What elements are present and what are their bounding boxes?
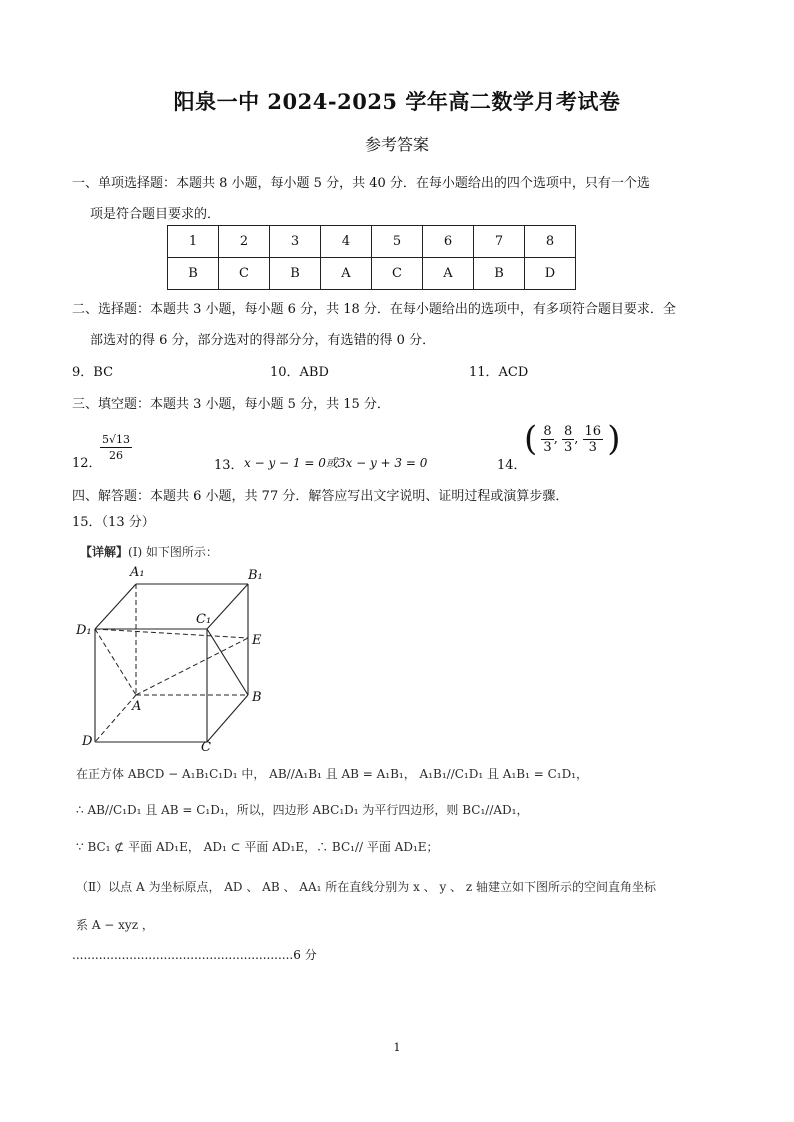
- segment-c1-b: [207, 629, 248, 695]
- answer-cell: D: [525, 258, 576, 290]
- q14-den3: 3: [588, 439, 597, 455]
- q14-num1: 8: [543, 423, 552, 439]
- label-c1: C₁: [196, 612, 212, 627]
- edge-d1-a1: [95, 584, 136, 629]
- q14-answer: [524, 419, 621, 459]
- comma: ,: [553, 431, 558, 447]
- answer-q9: 9．BC: [72, 365, 114, 380]
- label-d: D: [82, 734, 93, 749]
- q12-numerator: 5√13: [102, 433, 131, 446]
- q15-header: 15．（13 分）: [72, 515, 155, 530]
- question-number-cell: 4: [321, 226, 372, 258]
- page-number: 1: [393, 1041, 401, 1054]
- question-number-cell: 2: [219, 226, 270, 258]
- comma: ,: [574, 431, 579, 447]
- answer-cell: A: [423, 258, 474, 290]
- q12-denominator: 26: [109, 449, 123, 462]
- detail-label: 【详解】: [80, 545, 129, 559]
- detail-heading: [80, 543, 218, 560]
- q14-num2: 8: [563, 423, 573, 439]
- detail-line5: 系 A − xyz ，: [76, 918, 154, 932]
- section4-intro: 四、解答题：本题共 6 小题，共 77 分．解答应写出文字说明、证明过程或演算步骤．: [72, 489, 569, 504]
- label-b1: B₁: [248, 568, 263, 583]
- label-a: A: [132, 699, 142, 714]
- question-number-cell: 8: [525, 226, 576, 258]
- detail-part1: (Ⅰ) 如下图所示：: [128, 545, 218, 559]
- q14-den2: 3: [563, 439, 573, 455]
- q14-label: 14．: [497, 458, 527, 473]
- answer-q11: 11．ACD: [469, 365, 529, 380]
- page-title: 阳泉一中 2024-2025 学年高二数学月考试卷: [173, 89, 621, 114]
- section2-intro-line1: 二、选择题：本题共 3 小题，每小题 6 分，共 18 分．在每小题给出的选项中，有多项符合题目要求．全: [72, 302, 676, 317]
- question-number-cell: 7: [474, 226, 525, 258]
- detail-line1: 在正方体 ABCD − A₁B₁C₁D₁ 中， AB//A₁B₁ 且 AB = A₁B₁， A₁B₁//C₁D₁ 且 A₁B₁ = C₁D₁，: [76, 767, 589, 781]
- label-c: C: [201, 740, 211, 754]
- section3-intro: 三、填空题：本题共 3 小题，每小题 5 分，共 15 分．: [72, 397, 390, 412]
- segment-d1-e: [95, 629, 248, 638]
- label-e: E: [252, 633, 262, 648]
- answer-cell: B: [270, 258, 321, 290]
- detail-line2: ∴ AB//C₁D₁ 且 AB = C₁D₁，所以，四边形 ABC₁D₁ 为平行四边形，则 BC₁//AD₁，: [76, 803, 529, 817]
- section1-intro-line2: 项是符合题目要求的．: [90, 207, 221, 222]
- left-paren: (: [524, 419, 538, 459]
- answer-q10: 10．ABD: [270, 365, 329, 380]
- right-paren: ): [607, 419, 621, 459]
- q12-answer: [100, 432, 132, 463]
- answer-table: [167, 225, 576, 290]
- detail-line3: ∵ BC₁ ⊄ 平面 AD₁E， AD₁ ⊂ 平面 AD₁E，∴ BC₁// 平面 AD₁E；: [76, 840, 439, 854]
- q12-label: 12．: [72, 456, 102, 471]
- q14-num3: 16: [584, 423, 602, 439]
- segment-a-e: [136, 638, 248, 695]
- label-a1: A₁: [130, 565, 145, 580]
- question-number-cell: 5: [372, 226, 423, 258]
- q13-label: 13．: [214, 458, 244, 473]
- segment-d1-a: [95, 629, 136, 695]
- hidden-edge-a-d: [95, 695, 136, 742]
- edge-c-b: [207, 695, 248, 742]
- question-number-cell: 3: [270, 226, 321, 258]
- cube-figure: [74, 562, 274, 754]
- page-subtitle: 参考答案: [364, 135, 429, 154]
- answer-table-header-row: [168, 226, 576, 258]
- q14-den1: 3: [543, 439, 552, 455]
- section1-intro-line1: 一、单项选择题：本题共 8 小题，每小题 5 分，共 40 分．在每小题给出的四个选项中，只有一个选: [72, 176, 650, 191]
- answer-cell: C: [372, 258, 423, 290]
- answer-cell: A: [321, 258, 372, 290]
- answer-table-answer-row: [168, 258, 576, 290]
- answer-cell: C: [219, 258, 270, 290]
- label-d1: D₁: [76, 623, 92, 638]
- answer-cell: B: [168, 258, 219, 290]
- section2-intro-line2: 部选对的得 6 分，部分选对的得部分分，有选错的得 0 分．: [90, 333, 436, 348]
- answer-cell: B: [474, 258, 525, 290]
- detail-line4: （Ⅱ）以点 A 为坐标原点， AD 、 AB 、 AA₁ 所在直线分别为 x 、 y 、 z 轴建立如下图所示的空间直角坐标: [76, 880, 657, 894]
- score-line: ..........................................................6 分: [72, 948, 317, 962]
- edge-c1-b1: [207, 584, 248, 629]
- question-number-cell: 1: [168, 226, 219, 258]
- question-number-cell: 6: [423, 226, 474, 258]
- q13-answer: x − y − 1 = 0或3x − y + 3 = 0: [244, 456, 428, 470]
- label-b: B: [252, 690, 262, 705]
